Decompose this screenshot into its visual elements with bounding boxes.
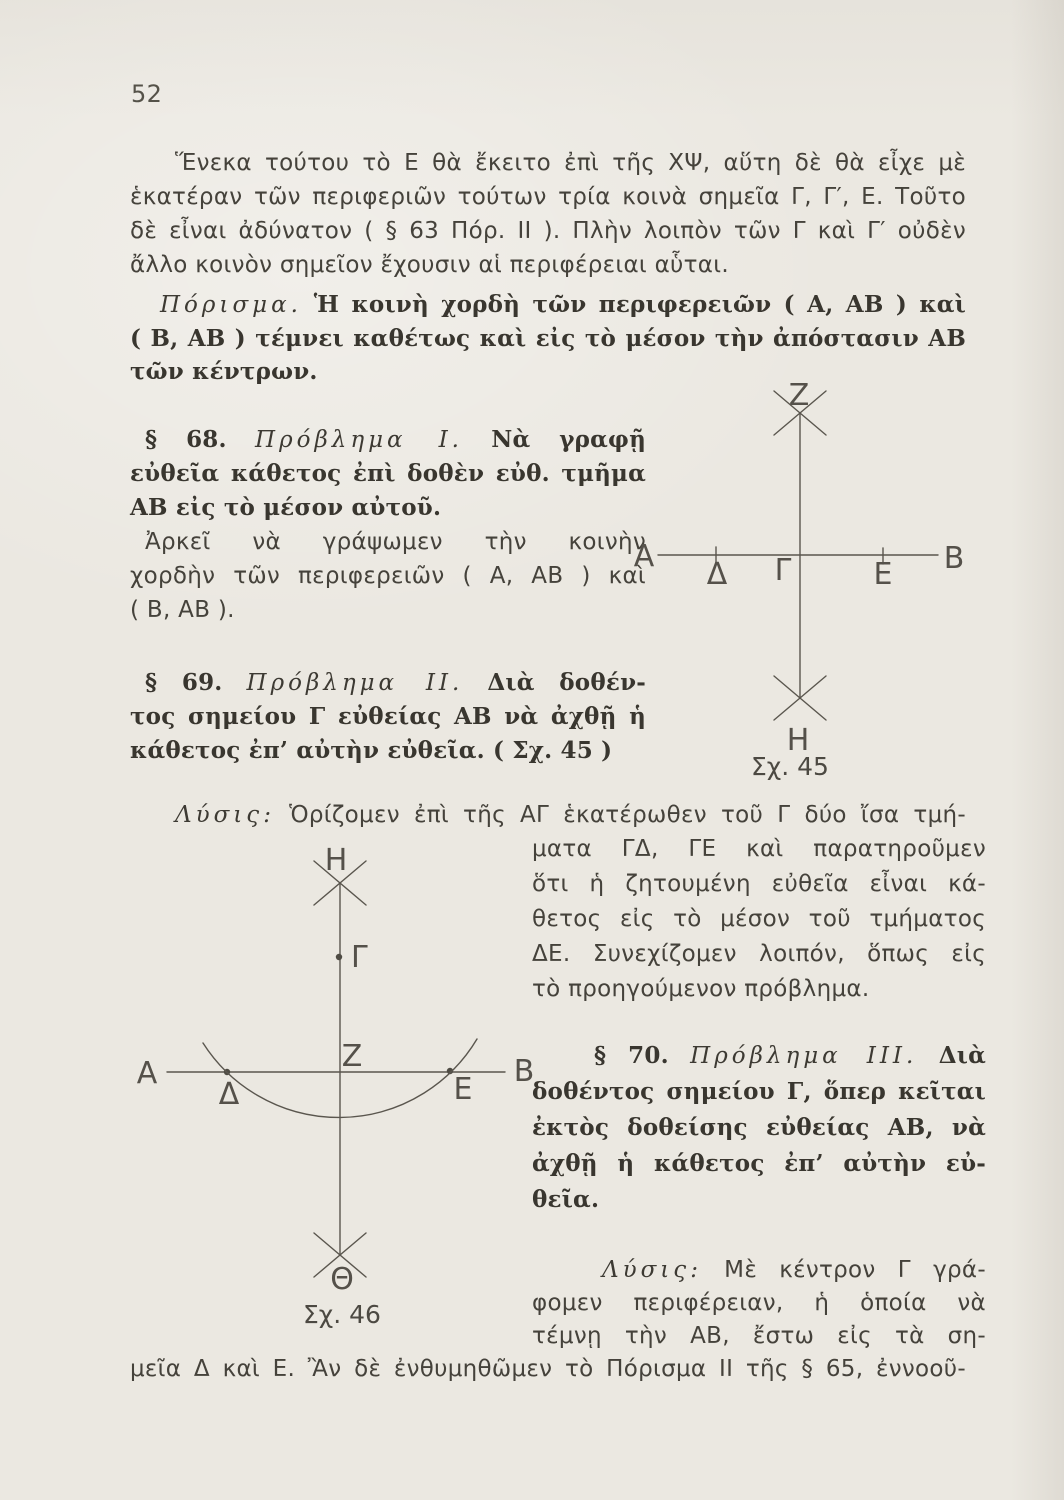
- solution-text: Ὁρίζομεν ἐπὶ τῆς ΑΓ ἑκατέρωθεν τοῦ Γ δύο ἴσα τμή-: [289, 802, 966, 828]
- section-heading: [130, 666, 646, 700]
- fig45-caption: Σχ. 45: [751, 752, 829, 781]
- figure-46: [108, 840, 548, 1340]
- text-line: ὅτι ἡ ζητουμένη εὐθεῖα εἶναι κά-: [532, 871, 986, 897]
- fig46-label-A: Α: [136, 1056, 158, 1091]
- statement-line: κάθετος ἐπ’ αὐτὴν εὐθεῖα. ( Σχ. 45 ): [130, 737, 613, 764]
- solution-2-column: [532, 1254, 986, 1353]
- fig46-label-D: Δ: [218, 1077, 240, 1112]
- fig46-label-H: Η: [324, 843, 348, 878]
- fig45-label-E: E: [873, 557, 893, 592]
- statement-line: ἐκτὸς δοθείσης εὐθείας ΑΒ, νὰ: [532, 1114, 986, 1141]
- page-number: 52: [131, 80, 163, 108]
- statement-text: Νὰ γραφῇ: [491, 426, 646, 453]
- text-line: ματα ΓΔ, ΓΕ καὶ παρατηροῦμεν: [532, 836, 986, 862]
- fig45-label-B: B: [943, 541, 965, 576]
- text-line: [532, 1254, 986, 1287]
- text-line: τέμνῃ τὴν ΑΒ, ἔστω εἰς τὰ ση-: [532, 1323, 986, 1349]
- text-line: ἄλλο κοινὸν σημεῖον ἔχουσιν αἱ περιφέρειαι αὗται.: [130, 252, 729, 278]
- solution-label: Λύσις:: [175, 802, 275, 828]
- statement-line: εὐθεῖα κάθετος ἐπὶ δοθὲν εὐθ. τμῆμα: [130, 460, 646, 487]
- text-line: θετος εἰς τὸ μέσον τοῦ τμήματος: [532, 906, 986, 932]
- section-69: [130, 666, 646, 768]
- fig45-label-D: Δ: [706, 557, 728, 592]
- text-line: φομεν περιφέρειαν, ἡ ὁποία νὰ: [532, 1290, 986, 1316]
- statement-line: τος σημείου Γ εὐθείας ΑΒ νὰ ἀχθῇ ἡ: [130, 703, 646, 730]
- text-line: χορδὴν τῶν περιφερειῶν ( Α, ΑΒ ) καὶ: [130, 563, 646, 589]
- fig46-label-G: Γ: [351, 940, 368, 975]
- figure-45: [622, 372, 1022, 792]
- fig46-caption: Σχ. 46: [303, 1300, 381, 1329]
- text-line: ΔΕ. Συνεχίζομεν λοιπόν, ὅπως εἰς: [532, 941, 986, 967]
- text-line: δὲ εἶναι ἀδύνατον ( § 63 Πόρ. ΙΙ ). Πλὴν λοιπὸν τῶν Γ καὶ Γ′ οὐδὲν: [130, 218, 966, 244]
- section-heading: [532, 1038, 986, 1074]
- section-heading: [130, 423, 646, 457]
- paragraph-intro: [130, 146, 966, 282]
- text-line: Ἕνεκα τούτου τὸ Ε θὰ ἔκειτο ἐπὶ τῆς ΧΨ, αὕτη δὲ θὰ εἶχε μὲ: [175, 150, 966, 176]
- fig46-label-B: Β: [513, 1054, 535, 1089]
- text-line: τῶν κέντρων.: [130, 358, 318, 385]
- text-line: ( Β, ΑΒ ).: [130, 597, 235, 623]
- problem-title: Πρόβλημα Ι.: [255, 427, 463, 453]
- solution-text: Μὲ κέντρον Γ γρά-: [724, 1257, 986, 1283]
- text-line: [130, 288, 966, 322]
- text-line: ( Β, ΑΒ ) τέμνει καθέτως καὶ εἰς τὸ μέσον τὴν ἀπόστασιν ΑΒ: [130, 325, 966, 352]
- text-line: [130, 798, 966, 832]
- section-68: [130, 423, 646, 627]
- section-70: [532, 1038, 986, 1218]
- fig45-label-H: H: [786, 723, 810, 758]
- statement-line: δοθέντος σημείου Γ, ὅπερ κεῖται: [532, 1078, 986, 1105]
- section-number: § 70.: [594, 1042, 669, 1069]
- corollary-label: Πόρισμα.: [160, 292, 302, 318]
- section-number: § 68.: [145, 426, 227, 453]
- statement-line: ἀχθῇ ἡ κάθετος ἐπ’ αὐτὴν εὐ-: [532, 1150, 986, 1177]
- text-line: τὸ προηγούμενον πρόβλημα.: [532, 976, 870, 1002]
- statement-text: Διὰ δοθέν-: [487, 669, 646, 696]
- fig46-label-E: Ε: [453, 1072, 473, 1107]
- fig46-label-TH: Θ: [330, 1262, 354, 1297]
- fig46-point-G: [336, 954, 342, 960]
- fig45-label-G: Γ: [774, 553, 792, 588]
- solution-1-intro: [130, 798, 966, 832]
- statement-line: ΑΒ εἰς τὸ μέσον αὐτοῦ.: [130, 494, 442, 521]
- fig45-label-Z: Z: [788, 378, 810, 413]
- text-line: ἑκατέραν τῶν περιφεριῶν τούτων τρία κοινὰ σημεῖα Γ, Γ′, Ε. Τοῦτο: [130, 184, 966, 210]
- corollary-text: Ἡ κοινὴ χορδὴ τῶν περιφερειῶν ( Α, ΑΒ ) καὶ: [313, 291, 966, 318]
- section-number: § 69.: [145, 669, 223, 696]
- solution-label: Λύσις:: [602, 1257, 702, 1283]
- statement-text: Διὰ: [938, 1042, 986, 1069]
- statement-line: θεῖα.: [532, 1186, 600, 1213]
- text-line: Ἀρκεῖ νὰ γράψωμεν τὴν κοινὴν: [145, 529, 646, 555]
- problem-title: Πρόβλημα ΙΙ.: [246, 670, 464, 696]
- fig45-label-A: A: [633, 539, 655, 574]
- text-line: μεῖα Δ καὶ Ε. Ἂν δὲ ἐνθυμηθῶμεν τὸ Πόρισμα ΙΙ τῆς § 65, ἐννοοῦ-: [130, 1356, 966, 1382]
- problem-title: Πρόβλημα ΙΙΙ.: [690, 1043, 918, 1069]
- fig46-label-Z: Ζ: [341, 1039, 363, 1074]
- solution-2-continuation: [130, 1352, 966, 1386]
- solution-1-column: [532, 832, 986, 1007]
